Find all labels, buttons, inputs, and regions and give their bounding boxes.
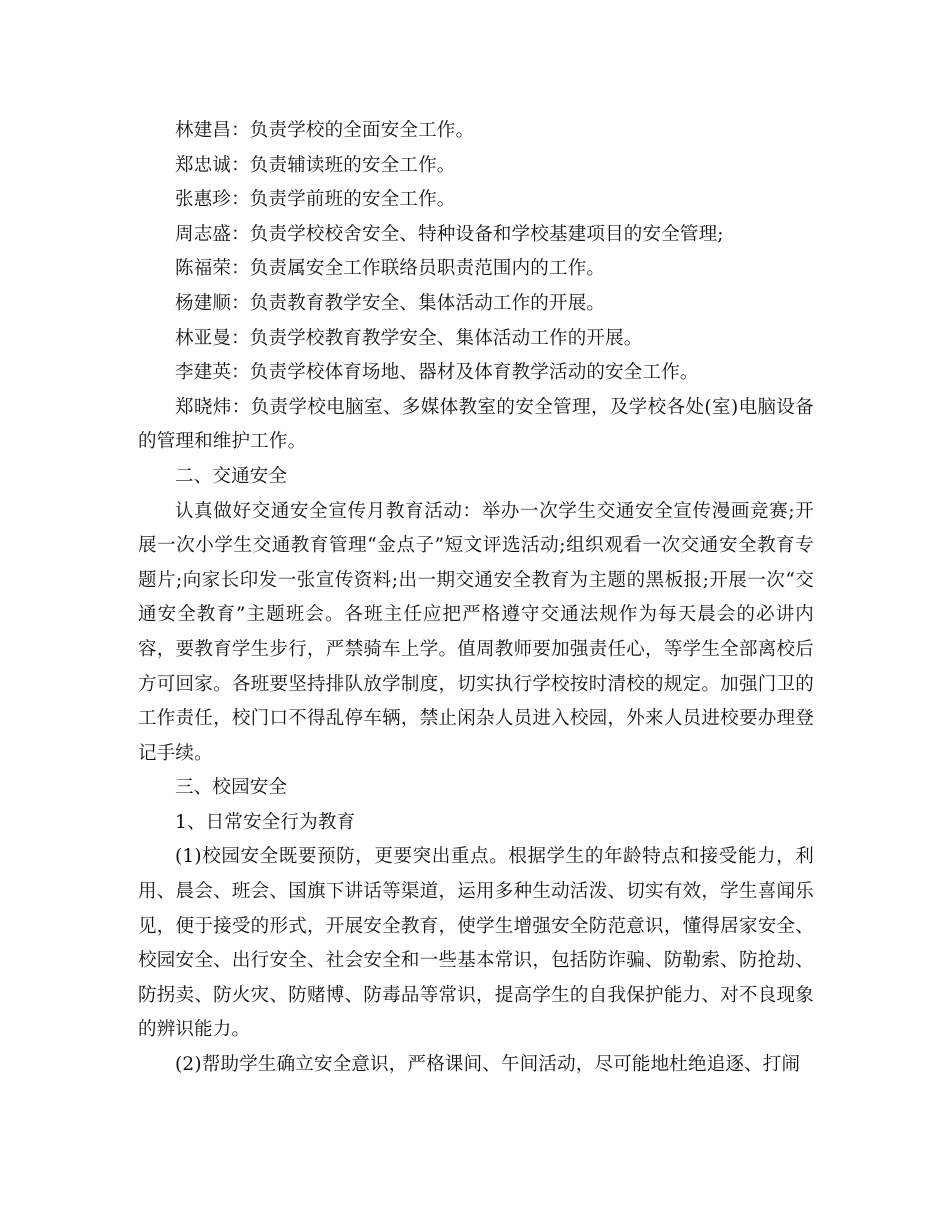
duty-line-zhou-zhisheng: 周志盛：负责学校校舍安全、特种设备和学校基建项目的安全管理; [175,223,724,245]
duty-line-zheng-xiaowei: 郑晓炜：负责学校电脑室、多媒体教室的安全管理，及学校各处(室)电脑设备的管理和维护工作。 [138,396,814,453]
document-body [138,114,814,1083]
duty-line-chen-furong: 陈福荣：负责属安全工作联络员职责范围内的工作。 [175,258,606,280]
duty-line-lin-jianchang: 林建昌：负责学校的全面安全工作。 [175,120,475,141]
campus-safety-point-1: (1)校园安全既要预防，更要突出重点。根据学生的年龄特点和接受能力，利用、晨会、班会、国旗下讲话等渠道，运用多种生动活泼、切实有效，学生喜闻乐见，便于接受的形式，开展安全教育，使学生增强安全防范意识，懂得居家安全、校园安全、出行安全、社会安全和一些基本常识，包括防诈骗、防勒索、防抢劫、防拐卖、防火灾、防赌博、防毒品等常识，提高学生的自我保护能力、对不良现象的辨识能力。 [138,846,814,1041]
duty-line-lin-yaman: 林亚曼：负责学校教育教学安全、集体活动工作的开展。 [175,327,643,349]
section-heading-campus-safety: 三、校园安全 [175,777,288,799]
duty-line-zheng-zhongcheng: 郑忠诚：负责辅读班的安全工作。 [175,154,456,176]
traffic-safety-paragraph: 认真做好交通安全宣传月教育活动：举办一次学生交通安全宣传漫画竞赛;开展一次小学生交通教育管理“金点子”短文评选活动;组织观看一次交通安全教育专题片;向家长印发一张宣传资料;出一期交通安全教育为主题的黑板报;开展一次“交通安全教育”主题班会。各班主任应把严格遵守交通法规作为每天晨会的必讲内容，要教育学生步行，严禁骑车上学。值周教师要加强责任心，等学生全部离校后方可回家。各班要坚持排队放学制度，切实执行学校按时清校的规定。加强门卫的工作责任，校门口不得乱停车辆，禁止闲杂人员进入校园，外来人员进校要办理登记手续。 [138,500,814,764]
duty-line-li-jianying: 李建英：负责学校体育场地、器材及体育教学活动的安全工作。 [175,362,699,384]
section-heading-traffic-safety: 二、交通安全 [175,465,288,487]
duty-line-zhang-huizhen: 张惠珍：负责学前班的安全工作。 [175,189,456,211]
campus-safety-point-2: (2)帮助学生确立安全意识，严格课间、午间活动，尽可能地杜绝追逐、打闹 [175,1054,801,1076]
duty-line-yang-jianshun: 杨建顺：负责教育教学安全、集体活动工作的开展。 [175,292,606,314]
subsection-heading-daily-safety: 1、日常安全行为教育 [175,811,356,833]
